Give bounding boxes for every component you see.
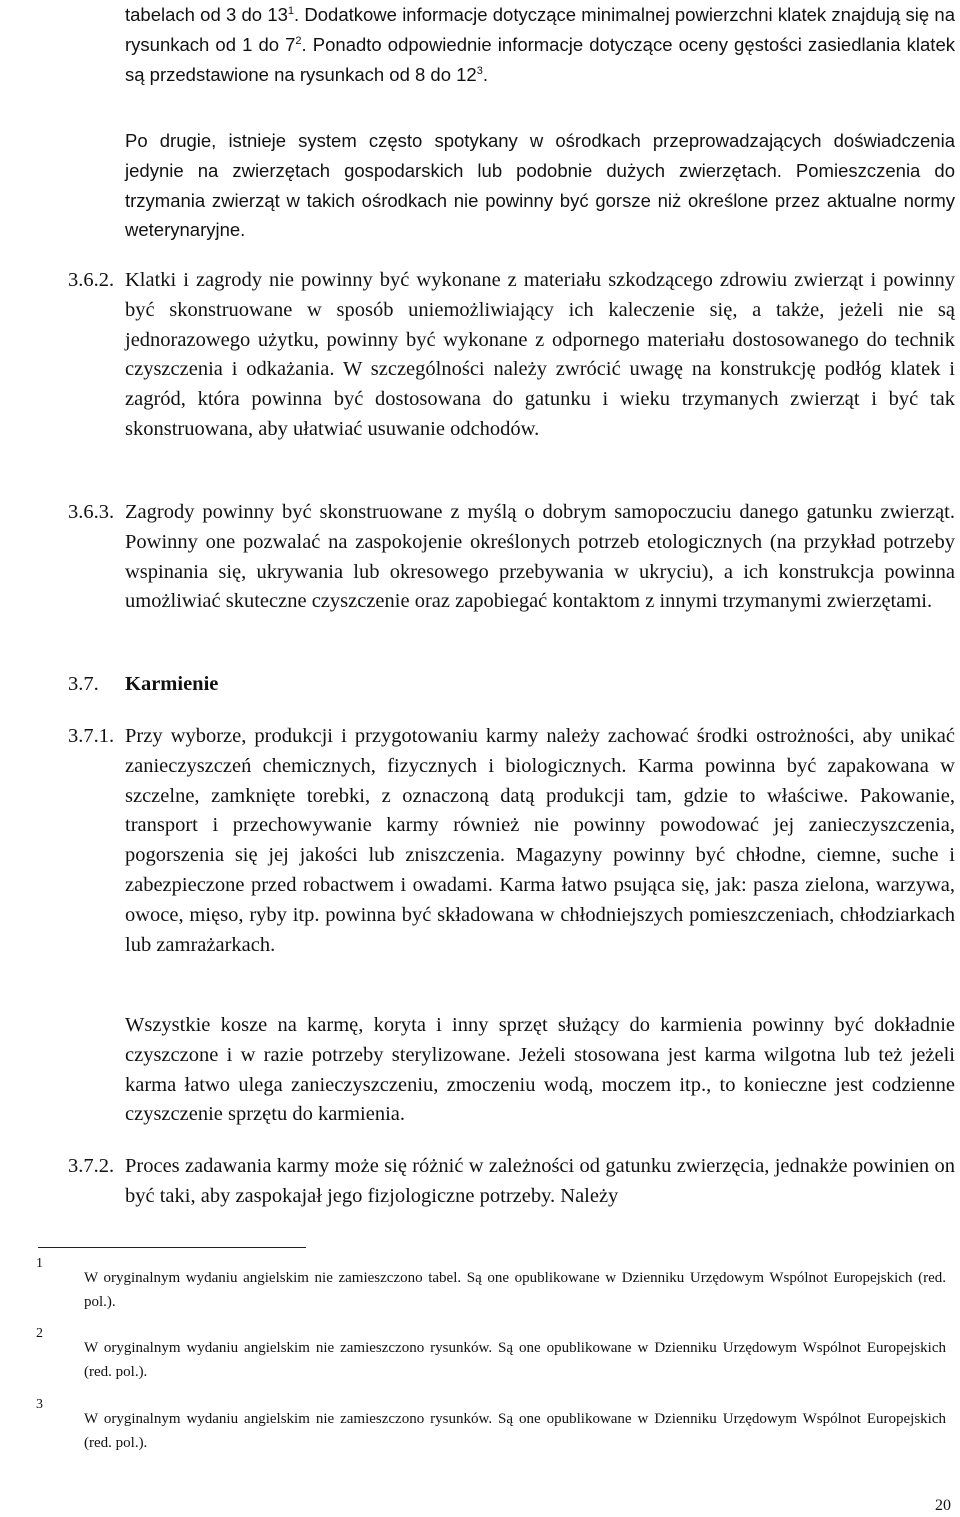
footnote-2-text: W oryginalnym wydaniu angielskim nie zamieszczono rysunków. Są one opublikowane w Dzienniku Urzędowym Wspólnot Europejskich (red. pol.). bbox=[84, 1340, 946, 1380]
footnote-number-1: 1 bbox=[36, 1256, 43, 1271]
footnote-ref-3[interactable]: 3 bbox=[476, 64, 483, 77]
section-3-6-3-text: Zagrody powinny być skonstruowane z myślą o dobrym samopoczuciu danego gatunku zwierząt. Powinny one pozwalać na zaspokojenie określonych potrzeb etologicznych (na przykład potrzeby wspinania się, ukrywania lub okresowego przebywania w ukryciu), a ich konstrukcja powinna umożliwiać skuteczne czyszczenie oraz zapobiegać kontaktom z innymi trzymanymi zwierzętami. bbox=[125, 501, 955, 613]
footnote-separator bbox=[38, 1247, 306, 1248]
section-3-6-2-text: Klatki i zagrody nie powinny być wykonane z materiału szkodzącego zdrowiu zwierząt i powinny być skonstruowane w sposób uniemożliwiający ich kaleczenie się, a także, jeżeli nie są jednorazowego użytku, powinny być wykonane z odpornego materiału dostosowanego do technik czyszczenia i odkażania. W szczególności należy zwrócić uwagę na konstrukcję podłóg klatek i zagród, która powinna być dostosowana do gatunku i wieku trzymanych zwierząt i być tak skonstruowana, aby ułatwiać usuwanie odchodów. bbox=[125, 269, 955, 440]
intro-text-b: . Dodatkowe informacje dotyczące minimalnej powierzchni klatek znajdują się na rysunkach od 1 do 7 bbox=[125, 4, 956, 55]
section-3-7-1-text: Przy wyborze, produkcji i przygotowaniu karmy należy zachować środki ostrożności, aby unikać zanieczyszczeń chemicznych, fizycznych i biologicznych. Karma powinna być zapakowana w szczelne, zamknięte torebki, z oznaczoną datą produkcji tam, gdzie to właściwe. Pakowanie, transport i przechowywanie karmy również nie powinny powodować jej zanieczyszczenia, pogorszenia się jej jakości lub zniszczenia. Magazyny powinny być chłodne, ciemne, suche i zabezpieczone przed robactwem i owadami. Karma łatwo psująca się, jak: pasza zielona, warzywa, owoce, mięso, ryby itp. powinna być składowana w chłodniejszych pomieszczeniach, chłodziarkach lub zamrażarkach. bbox=[125, 725, 955, 956]
footnote-ref-1[interactable]: 1 bbox=[287, 4, 295, 17]
footnote-1-text: W oryginalnym wydaniu angielskim nie zamieszczono tabel. Są one opublikowane w Dzienniku Urzędowym Wspólnot Europejskich (red. pol.). bbox=[84, 1270, 946, 1310]
section-number-3-7: 3.7. bbox=[68, 673, 99, 695]
section-3-7-2-text: Proces zadawania karmy może się różnić w zależności od gatunku zwierzęcia, jednakże powinien on być taki, aby zaspokajał jego fizjologiczne potrzeby. Należy bbox=[125, 1155, 955, 1207]
footnote-3-text: W oryginalnym wydaniu angielskim nie zamieszczono rysunków. Są one opublikowane w Dzienniku Urzędowym Wspólnot Europejskich (red. pol.). bbox=[84, 1411, 946, 1451]
footnote-number-2: 2 bbox=[36, 1326, 43, 1341]
intro-paragraph-2: Po drugie, istnieje system często spotykany w ośrodkach przeprowadzających doświadczenia jedynie na zwierzętach gospodarskich lub podobnie dużych zwierzętach. Pomieszczenia do trzymania zwierząt w takich ośrodkach nie powinny być gorsze niż określone przez aktualne normy weterynaryjne. bbox=[125, 130, 955, 241]
section-number-3-6-2: 3.6.2. bbox=[68, 269, 115, 291]
footnote-number-3: 3 bbox=[36, 1397, 43, 1412]
intro-paragraph bbox=[125, 0, 955, 89]
section-number-3-6-3: 3.6.3. bbox=[68, 501, 115, 523]
section-number-3-7-1: 3.7.1. bbox=[68, 725, 115, 747]
section-heading-karmienie: Karmienie bbox=[125, 673, 219, 695]
page-number: 20 bbox=[935, 1497, 951, 1514]
footnote-ref-2[interactable]: 2 bbox=[295, 34, 302, 47]
section-number-3-7-2: 3.7.2. bbox=[68, 1155, 115, 1177]
intro-text-a: tabelach od 3 do 13 bbox=[125, 4, 288, 25]
intro-text-d: . bbox=[482, 63, 488, 85]
intro-text-c: . Ponadto odpowiednie informacje dotyczące oceny gęstości zasiedlania klatek są przedstawione na rysunkach od 8 do 12 bbox=[125, 33, 955, 85]
section-3-7-1-text-2: Wszystkie kosze na karmę, koryta i inny sprzęt służący do karmienia powinny być dokładnie czyszczone i w razie potrzeby sterylizowane. Jeżeli stosowana jest karma wilgotna lub też jeżeli karma łatwo ulega zanieczyszczeniu, zmoczeniu wodą, moczem itp., to konieczne jest codzienne czyszczenie sprzętu do karmienia. bbox=[125, 1014, 955, 1126]
